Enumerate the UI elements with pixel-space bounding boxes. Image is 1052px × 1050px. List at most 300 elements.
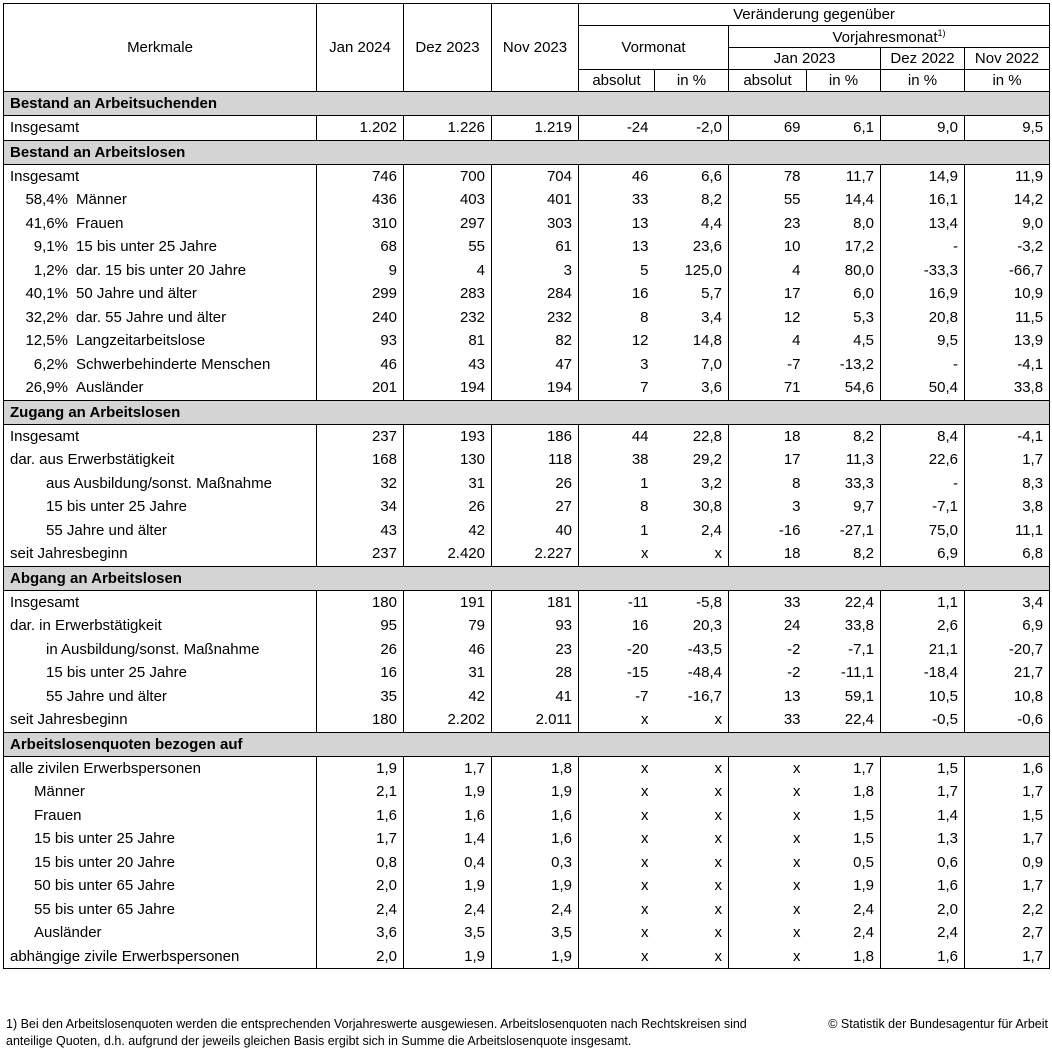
section-title: Arbeitslosenquoten bezogen auf <box>4 732 1050 756</box>
table-cell: 0,8 <box>317 851 404 875</box>
table-cell: 28 <box>492 661 579 685</box>
row-label <box>4 495 317 519</box>
table-cell: 180 <box>317 708 404 732</box>
table-cell: 5,7 <box>655 282 729 306</box>
table-cell: 1,7 <box>404 756 492 780</box>
table-cell: 193 <box>404 424 492 448</box>
table-cell: -15 <box>626 664 649 682</box>
table-row <box>4 376 1050 400</box>
row-label <box>4 661 317 685</box>
table-cell: 1,7 <box>965 780 1050 804</box>
row-label-text: Schwerbehinderte Menschen <box>76 355 271 373</box>
table-cell: -16 <box>778 521 801 539</box>
table-cell: 232 <box>404 306 492 330</box>
table-cell: 14,9 <box>881 164 965 188</box>
table-cell: 6,8 <box>965 542 1050 566</box>
row-label <box>4 945 317 969</box>
header-absolut-vorjahr: absolut <box>729 70 807 92</box>
table-row <box>4 164 1050 188</box>
row-label-text: Frauen <box>34 806 82 824</box>
table-cell: 16,9 <box>881 282 965 306</box>
row-label-text: Männer <box>76 191 127 209</box>
table-cell: x <box>641 759 649 777</box>
row-label <box>4 259 317 283</box>
row-label <box>4 472 317 496</box>
header-vormonat: Vormonat <box>579 26 729 70</box>
table-cell: 1,7 <box>317 827 404 851</box>
table-cell: 16,1 <box>881 188 965 212</box>
table-cell: 180 <box>317 590 404 614</box>
table-cell: 6,9 <box>965 614 1050 638</box>
table-cell: 17,2 <box>807 235 881 259</box>
table-cell: 31 <box>404 472 492 496</box>
table-cell: 3,6 <box>317 921 404 945</box>
table-row <box>4 495 1050 519</box>
row-label-text: 55 bis unter 65 Jahre <box>34 900 175 918</box>
table-cell: 700 <box>404 164 492 188</box>
table-cell: -43,5 <box>655 638 729 662</box>
table-cell: 17 <box>783 451 801 469</box>
table-cell: 22,6 <box>881 448 965 472</box>
table-row <box>4 424 1050 448</box>
table-cell: 42 <box>404 519 492 543</box>
table-row <box>4 921 1050 945</box>
table-cell: 0,5 <box>807 851 881 875</box>
table-cell: -7 <box>787 355 801 373</box>
table-cell: -13,2 <box>807 353 881 377</box>
table-cell: 21,1 <box>881 638 965 662</box>
table-cell: 194 <box>404 376 492 400</box>
table-row <box>4 661 1050 685</box>
table-row <box>4 188 1050 212</box>
table-cell: 50,4 <box>881 376 965 400</box>
row-label-text: dar. in Erwerbstätigkeit <box>10 617 162 635</box>
table-cell: 79 <box>404 614 492 638</box>
table-row <box>4 945 1050 969</box>
table-row <box>4 212 1050 236</box>
table-cell: 9,5 <box>881 329 965 353</box>
share-percent: 40,1% <box>25 285 68 303</box>
table-cell: 303 <box>492 212 579 236</box>
table-cell: 1.202 <box>317 116 404 141</box>
table-cell: 1,6 <box>492 804 579 828</box>
table-cell: 6,9 <box>881 542 965 566</box>
table-cell: 1,4 <box>404 827 492 851</box>
row-label-text: 15 bis unter 25 Jahre <box>46 498 187 516</box>
row-label <box>4 235 317 259</box>
row-label <box>4 827 317 851</box>
header-dez-2023: Dez 2023 <box>404 4 492 92</box>
table-cell: 11,7 <box>807 164 881 188</box>
table-cell: x <box>641 545 649 563</box>
table-cell: 16 <box>317 661 404 685</box>
table-cell: 1,9 <box>404 780 492 804</box>
table-cell: 26 <box>492 472 579 496</box>
table-cell: 1,1 <box>881 590 965 614</box>
table-cell: 26 <box>404 495 492 519</box>
table-cell: 283 <box>404 282 492 306</box>
header-veraenderung: Veränderung gegenüber <box>579 4 1050 26</box>
row-label <box>4 116 317 141</box>
row-label-text: 50 Jahre und älter <box>76 285 197 303</box>
row-label <box>4 614 317 638</box>
table-cell: 23 <box>492 638 579 662</box>
table-cell: -2 <box>787 664 801 682</box>
table-cell: 2.011 <box>492 708 579 732</box>
table-cell: 3,5 <box>492 921 579 945</box>
table-cell: 3,5 <box>404 921 492 945</box>
table-row <box>4 542 1050 566</box>
table-cell: 13,4 <box>881 212 965 236</box>
table-cell: 1,9 <box>492 874 579 898</box>
header-prozent-dez-2022: in % <box>881 70 965 92</box>
table-cell: 69 <box>783 119 801 137</box>
table-cell: 1,6 <box>317 804 404 828</box>
table-cell: x <box>655 945 729 969</box>
table-cell: x <box>655 827 729 851</box>
row-label-text: Insgesamt <box>10 167 80 185</box>
table-cell: 9,0 <box>965 212 1050 236</box>
table-cell: 38 <box>631 451 649 469</box>
table-cell: x <box>641 830 649 848</box>
table-cell: 8,3 <box>965 472 1050 496</box>
table-cell: 1,5 <box>807 827 881 851</box>
section-header-row <box>4 140 1050 164</box>
table-cell: 30,8 <box>655 495 729 519</box>
share-percent: 41,6% <box>25 214 68 232</box>
section-header-row <box>4 566 1050 590</box>
table-row <box>4 780 1050 804</box>
table-cell: 1,8 <box>807 780 881 804</box>
table-cell: 46 <box>404 638 492 662</box>
table-cell: 1,7 <box>965 874 1050 898</box>
table-cell: x <box>729 945 807 969</box>
table-cell: 47 <box>492 353 579 377</box>
table-cell: 746 <box>317 164 404 188</box>
table-cell: 10 <box>783 238 801 256</box>
row-label-text: 15 bis unter 25 Jahre <box>46 664 187 682</box>
row-label-text: dar. 15 bis unter 20 Jahre <box>76 261 247 279</box>
table-cell: 33 <box>631 191 649 209</box>
table-cell: x <box>793 830 801 848</box>
table-cell: 23 <box>783 214 801 232</box>
table-cell: 95 <box>317 614 404 638</box>
table-cell: 1,7 <box>807 756 881 780</box>
table-cell: 34 <box>317 495 404 519</box>
table-cell: 2,7 <box>965 921 1050 945</box>
table-cell: 4 <box>792 332 801 350</box>
table-cell: 299 <box>317 282 404 306</box>
table-row <box>4 638 1050 662</box>
table-cell: 3,8 <box>965 495 1050 519</box>
row-label-text: Insgesamt <box>10 119 80 137</box>
table-cell: 13 <box>631 238 649 256</box>
share-percent: 26,9% <box>25 379 68 397</box>
row-label <box>4 638 317 662</box>
table-cell: 8 <box>640 308 649 326</box>
section-title: Bestand an Arbeitslosen <box>4 140 1050 164</box>
row-label <box>4 448 317 472</box>
table-cell: 8,2 <box>807 542 881 566</box>
table-row <box>4 472 1050 496</box>
table-cell: 3,4 <box>965 590 1050 614</box>
table-cell: -2 <box>787 640 801 658</box>
table-cell: 130 <box>404 448 492 472</box>
table-cell: x <box>641 806 649 824</box>
table-row <box>4 708 1050 732</box>
table-cell: 6,6 <box>655 164 729 188</box>
table-cell: x <box>655 780 729 804</box>
table-cell: 42 <box>404 685 492 709</box>
table-cell: x <box>641 783 649 801</box>
table-cell: 1,8 <box>807 945 881 969</box>
table-cell: 29,2 <box>655 448 729 472</box>
share-percent: 9,1% <box>33 238 68 256</box>
table-cell: 11,1 <box>965 519 1050 543</box>
table-cell: 2,1 <box>317 780 404 804</box>
row-label <box>4 874 317 898</box>
row-label-text: Männer <box>34 783 85 801</box>
row-label <box>4 851 317 875</box>
table-cell: 2,6 <box>881 614 965 638</box>
table-cell: 1,7 <box>881 780 965 804</box>
table-cell: -4,1 <box>965 353 1050 377</box>
row-label <box>4 542 317 566</box>
row-label <box>4 212 317 236</box>
table-cell: 22,8 <box>655 424 729 448</box>
table-cell: 1,8 <box>492 756 579 780</box>
table-cell: 2,4 <box>404 898 492 922</box>
table-cell: 4,5 <box>807 329 881 353</box>
table-cell: -7,1 <box>881 495 965 519</box>
row-label-text: alle zivilen Erwerbspersonen <box>10 759 201 777</box>
table-cell: 75,0 <box>881 519 965 543</box>
row-label <box>4 708 317 732</box>
row-label <box>4 306 317 330</box>
table-cell: -7,1 <box>807 638 881 662</box>
table-cell: 9 <box>317 259 404 283</box>
table-cell: 401 <box>492 188 579 212</box>
table-row <box>4 329 1050 353</box>
row-label <box>4 376 317 400</box>
table-cell: 4 <box>404 259 492 283</box>
section-title: Zugang an Arbeitslosen <box>4 400 1050 424</box>
table-cell: 59,1 <box>807 685 881 709</box>
table-row <box>4 827 1050 851</box>
table-cell: -4,1 <box>965 424 1050 448</box>
table-cell: 2,2 <box>965 898 1050 922</box>
table-cell: x <box>655 804 729 828</box>
table-cell: 2,4 <box>807 921 881 945</box>
table-cell: 31 <box>404 661 492 685</box>
row-label-text: Langzeitarbeitslose <box>76 332 206 350</box>
table-cell: - <box>881 235 965 259</box>
table-cell: 2,0 <box>317 945 404 969</box>
table-cell: -27,1 <box>807 519 881 543</box>
row-label-text: 55 Jahre und älter <box>46 521 167 539</box>
table-cell: 6,0 <box>807 282 881 306</box>
table-cell: 3 <box>492 259 579 283</box>
footnote <box>6 1016 1050 1050</box>
table-row <box>4 519 1050 543</box>
table-cell: 232 <box>492 306 579 330</box>
table-cell: 14,4 <box>807 188 881 212</box>
table-row <box>4 259 1050 283</box>
row-label-text: Insgesamt <box>10 427 80 445</box>
row-label <box>4 188 317 212</box>
table-cell: 54,6 <box>807 376 881 400</box>
table-cell: 35 <box>317 685 404 709</box>
table-cell: 1,6 <box>881 874 965 898</box>
table-cell: 41 <box>492 685 579 709</box>
table-cell: 18 <box>783 545 801 563</box>
table-cell: 1,9 <box>807 874 881 898</box>
table-cell: 1,9 <box>317 756 404 780</box>
table-cell: 1,5 <box>881 756 965 780</box>
header-dez-2022: Dez 2022 <box>881 48 965 70</box>
table-cell: 26 <box>317 638 404 662</box>
row-label-text: in Ausbildung/sonst. Maßnahme <box>46 640 260 658</box>
row-label <box>4 519 317 543</box>
table-cell: 1,5 <box>965 804 1050 828</box>
table-cell: 20,8 <box>881 306 965 330</box>
table-cell: 2,4 <box>807 898 881 922</box>
table-cell: 10,9 <box>965 282 1050 306</box>
table-row <box>4 353 1050 377</box>
table-cell: 55 <box>783 191 801 209</box>
table-cell: 403 <box>404 188 492 212</box>
table-cell: 80,0 <box>807 259 881 283</box>
row-label-text: abhängige zivile Erwerbspersonen <box>10 947 240 965</box>
table-row <box>4 614 1050 638</box>
table-cell: -11,1 <box>807 661 881 685</box>
table-cell: 2,4 <box>317 898 404 922</box>
table-cell: 81 <box>404 329 492 353</box>
table-cell: 237 <box>317 424 404 448</box>
table-cell: 13 <box>783 687 801 705</box>
table-cell: -24 <box>626 119 649 137</box>
table-cell: x <box>793 783 801 801</box>
header-absolut-vormonat: absolut <box>579 70 655 92</box>
table-cell: 10,5 <box>881 685 965 709</box>
row-label-text: 55 Jahre und älter <box>46 687 167 705</box>
table-cell: 32 <box>317 472 404 496</box>
row-label <box>4 353 317 377</box>
row-label <box>4 590 317 614</box>
table-cell: 1.226 <box>404 116 492 141</box>
table-cell: -33,3 <box>881 259 965 283</box>
table-cell: 93 <box>317 329 404 353</box>
table-cell: -20,7 <box>965 638 1050 662</box>
table-cell: 2.227 <box>492 542 579 566</box>
table-row <box>4 804 1050 828</box>
row-label-text: 15 bis unter 25 Jahre <box>76 238 217 256</box>
table-row <box>4 448 1050 472</box>
table-cell: 1,6 <box>404 804 492 828</box>
table-cell: 78 <box>783 167 801 185</box>
table-cell: 16 <box>631 285 649 303</box>
table-cell: 7 <box>640 379 649 397</box>
table-cell: 4 <box>792 261 801 279</box>
footnote-text: 1) Bei den Arbeitslosenquoten werden die entsprechenden Vorjahreswerte ausgewiesen. Arbeitslosenquoten nach Rechtskreisen sind anteilige Quoten, d.h. aufgrund der jeweils gleichen Basis ergibt sich in Summe die Arbeitslosenquote insgesamt. <box>6 1017 747 1048</box>
table-cell: 0,3 <box>492 851 579 875</box>
table-cell: 21,7 <box>965 661 1050 685</box>
table-cell: - <box>881 353 965 377</box>
table-cell: 1,7 <box>965 945 1050 969</box>
table-cell: 1,5 <box>807 804 881 828</box>
table-cell: 9,0 <box>881 116 965 141</box>
table-cell: 14,8 <box>655 329 729 353</box>
row-label <box>4 898 317 922</box>
table-cell: 20,3 <box>655 614 729 638</box>
table-cell: -2,0 <box>655 116 729 141</box>
table-cell: 1,6 <box>965 756 1050 780</box>
table-cell: 2,0 <box>317 874 404 898</box>
row-label <box>4 164 317 188</box>
table-cell: 17 <box>783 285 801 303</box>
table-cell: 1,9 <box>492 945 579 969</box>
table-cell: x <box>793 877 801 895</box>
share-percent: 1,2% <box>33 261 68 279</box>
table-row <box>4 685 1050 709</box>
table-cell: 33 <box>783 711 801 729</box>
table-cell: 8,2 <box>807 424 881 448</box>
header-prozent-vormonat: in % <box>655 70 729 92</box>
row-label-text: dar. 55 Jahre und älter <box>76 308 227 326</box>
table-cell: 0,9 <box>965 851 1050 875</box>
table-cell: 33,8 <box>965 376 1050 400</box>
table-cell: 1 <box>640 474 649 492</box>
table-cell: 1,9 <box>404 945 492 969</box>
row-label-text: seit Jahresbeginn <box>10 545 128 563</box>
table-cell: 8 <box>792 474 801 492</box>
table-row <box>4 116 1050 141</box>
table-cell: 8,0 <box>807 212 881 236</box>
table-cell: 82 <box>492 329 579 353</box>
table-cell: 40 <box>492 519 579 543</box>
table-row <box>4 874 1050 898</box>
share-percent: 32,2% <box>25 308 68 326</box>
table-cell: 3 <box>792 498 801 516</box>
table-cell: 9,7 <box>807 495 881 519</box>
header-jan-2024: Jan 2024 <box>317 4 404 92</box>
table-cell: 1,3 <box>881 827 965 851</box>
table-cell: 44 <box>631 427 649 445</box>
table-cell: x <box>655 542 729 566</box>
copyright: © Statistik der Bundesagentur für Arbeit <box>828 1017 1048 1031</box>
row-label-text: Insgesamt <box>10 593 80 611</box>
share-percent: 6,2% <box>33 355 68 373</box>
table-cell: 297 <box>404 212 492 236</box>
table-cell: 1.219 <box>492 116 579 141</box>
table-cell: 0,4 <box>404 851 492 875</box>
table-cell: x <box>793 806 801 824</box>
table-cell: 1,7 <box>965 448 1050 472</box>
table-cell: 1,7 <box>965 827 1050 851</box>
row-label-text: seit Jahresbeginn <box>10 711 128 729</box>
table-cell: 181 <box>492 590 579 614</box>
table-cell: 2,4 <box>492 898 579 922</box>
section-header-row <box>4 400 1050 424</box>
table-cell: -18,4 <box>881 661 965 685</box>
table-cell: x <box>655 708 729 732</box>
row-label <box>4 424 317 448</box>
table-cell: x <box>641 900 649 918</box>
table-cell: 310 <box>317 212 404 236</box>
table-cell: 43 <box>317 519 404 543</box>
table-row <box>4 851 1050 875</box>
table-cell: 12 <box>631 332 649 350</box>
